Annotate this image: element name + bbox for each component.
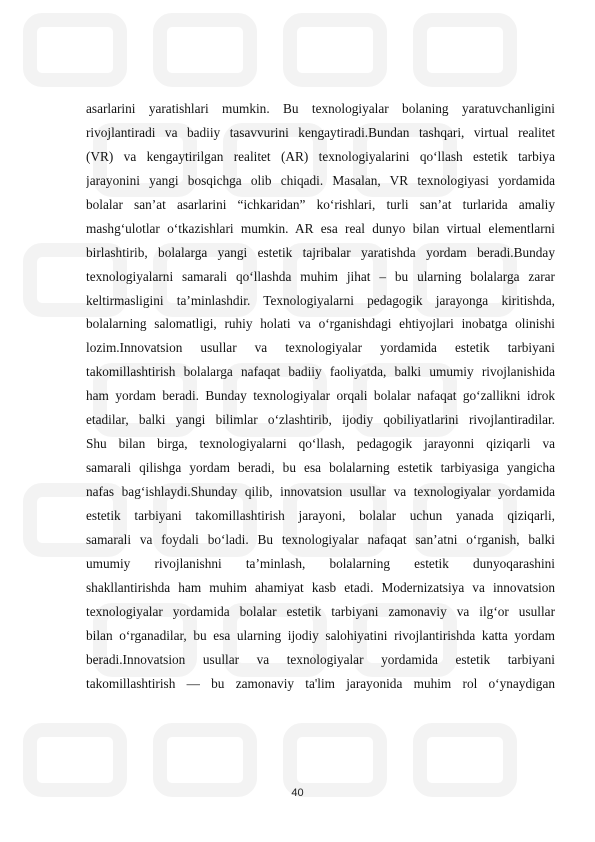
text-line: keltirmasligini ta’minlashdir. Texnologiyalarni pedagogik jarayonga kiritishda, (86, 292, 555, 308)
text-line: takomillashtirish — bu zamonaviy ta'lim jarayonida muhim rol o‘ynaydigan (86, 675, 555, 691)
text-line: Shu bilan birga, texnologiyalarni qo‘llash, pedagogik jarayonni qiziqarli va (86, 436, 555, 452)
text-line: bolalarning salomatligi, ruhiy holati va o‘rganishdagi ehtiyojlari inobatga olinishi (86, 316, 555, 332)
text-line: rivojlantiradi va badiiy tasavvurini kengaytiradi.Bundan tashqari, virtual realitet (86, 124, 555, 140)
text-line: etadilar, balki yangi bilimlar o‘zlashtirib, ijodiy qobiliyatlarini rivojlantiradilar. (86, 412, 555, 428)
text-line: bolalar san’at asarlarini “ichkaridan” ko‘rishlari, turli san’at turlarida amaliy (86, 196, 555, 212)
text-line: birlashtirib, bolalarga yangi estetik tajribalar yaratishda yordam beradi.Bunday (86, 244, 555, 260)
text-line: ham yordam beradi. Bunday texnologiyalar orqali bolalar nafaqat go‘zallikni idrok (86, 388, 555, 404)
text-line: texnologiyalar yordamida bolalar estetik tarbiyani zamonaviy va ilg‘or usullar (86, 603, 555, 619)
text-line: texnologiyalarni samarali qo‘llashda muhim jihat – bu ularning bolalarga zarar (86, 268, 555, 284)
text-line: lozim.Innovatsion usullar va texnologiyalar yordamida estetik tarbiyani (86, 340, 555, 356)
body-text (86, 97, 555, 695)
text-line: asarlarini yaratishlari mumkin. Bu texnologiyalar bolaning yaratuvchanligini (86, 101, 555, 116)
text-line: mashg‘ulotlar o‘tkazishlari mumkin. AR esa real dunyo bilan virtual elementlarni (86, 220, 555, 236)
text-line: samarali qilishga yordam beradi, bu esa bolalarning estetik tarbiyasiga yangicha (86, 460, 555, 476)
text-line: (VR) va kengaytirilgan realitet (AR) texnologiyalarini qo‘llash estetik tarbiya (86, 148, 555, 164)
page-number: 40 (291, 787, 304, 799)
text-line: nafas bag‘ishlaydi.Shunday qilib, innovatsion usullar va texnologiyalar yordamida (86, 484, 555, 499)
text-line: umumiy rivojlanishni ta’minlash, bolalarning estetik dunyoqarashini (86, 555, 555, 571)
text-line: jarayonini yangi bosqichga olib chiqadi. Masalan, VR texnologiyasi yordamida (86, 172, 555, 188)
text-line: bilan o‘rganadilar, bu esa ularning ijodiy salohiyatini rivojlantirishda katta yordam (86, 627, 555, 643)
text-line: takomillashtirish bolalarga nafaqat badiiy faoliyatda, balki umumiy rivojlanishida (86, 364, 555, 380)
text-line: estetik tarbiyani takomillashtirish jarayoni, bolalar uchun yanada qiziqarli, (86, 507, 555, 523)
text-line: beradi.Innovatsion usullar va texnologiyalar yordamida estetik tarbiyani (86, 651, 555, 667)
text-line: samarali va foydali bo‘ladi. Bu texnologiyalar nafaqat san’atni o‘rganish, balki (86, 531, 555, 547)
text-line: shakllantirishda ham muhim ahamiyat kasb etadi. Modernizatsiya va innovatsion (86, 579, 555, 595)
